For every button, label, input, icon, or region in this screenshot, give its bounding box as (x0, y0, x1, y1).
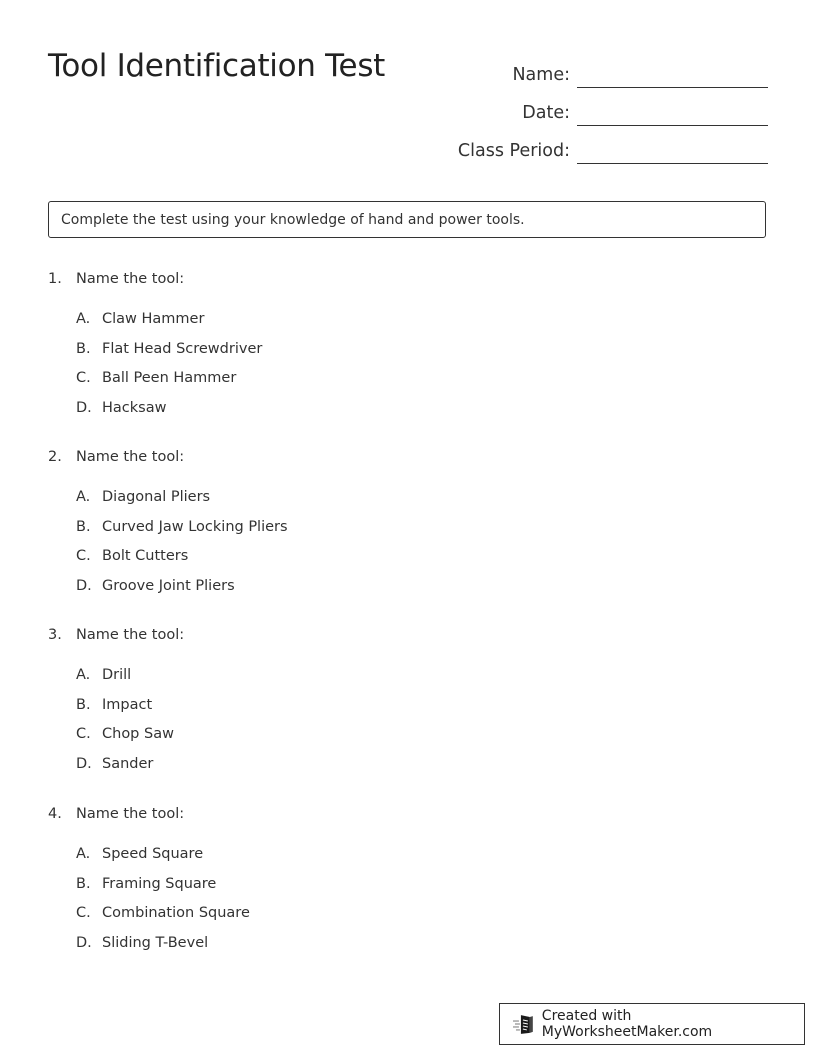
choice-text: Flat Head Screwdriver (102, 340, 263, 357)
choice-text: Speed Square (102, 846, 204, 862)
choice-d[interactable] (76, 754, 448, 784)
choice-letter: C. (76, 726, 91, 742)
name-field-row (458, 50, 768, 88)
choice-c[interactable] (76, 903, 448, 933)
question-text: Name the tool: (76, 271, 185, 287)
class-period-field-row (458, 126, 768, 164)
choice-list (48, 844, 448, 962)
date-field[interactable] (577, 101, 768, 126)
choice-text: Bolt Cutters (102, 548, 189, 564)
choice-text: Drill (102, 667, 132, 683)
choice-letter: C. (76, 370, 91, 386)
question-3 (48, 625, 448, 783)
created-with-badge[interactable] (499, 1003, 805, 1045)
question-number: 3. (48, 627, 62, 643)
choice-letter: A. (76, 667, 91, 683)
instructions-box: Complete the test using your knowledge of hand and power tools. (48, 201, 766, 238)
question-stem (48, 625, 448, 645)
question-1 (48, 269, 448, 427)
choice-d[interactable] (76, 933, 448, 963)
choice-letter: A. (76, 489, 91, 505)
name-field[interactable] (577, 63, 768, 88)
question-text: Name the tool: (76, 627, 185, 643)
choice-text: Diagonal Pliers (102, 489, 211, 505)
footer-text: Created with MyWorksheetMaker.com (541, 1008, 713, 1040)
choice-a[interactable] (76, 665, 448, 695)
student-info-fields (458, 50, 768, 164)
choice-text: Sander (102, 755, 154, 772)
choice-letter: B. (76, 518, 91, 535)
choice-a[interactable] (76, 844, 448, 874)
choice-d[interactable] (76, 398, 448, 428)
choice-b[interactable] (76, 695, 448, 725)
class-period-label: Class Period: (457, 141, 570, 161)
choice-d[interactable] (76, 576, 448, 606)
date-label: Date: (522, 103, 570, 123)
choice-letter: D. (76, 755, 92, 772)
choice-a[interactable] (76, 309, 448, 339)
choice-b[interactable] (76, 517, 448, 547)
choice-text: Curved Jaw Locking Pliers (102, 518, 288, 535)
question-text: Name the tool: (76, 806, 185, 822)
choice-c[interactable] (76, 368, 448, 398)
choice-a[interactable] (76, 487, 448, 517)
choice-letter: A. (76, 311, 91, 327)
choice-text: Claw Hammer (102, 311, 205, 327)
question-number: 4. (48, 806, 62, 822)
choice-text: Hacksaw (102, 399, 167, 416)
choice-c[interactable] (76, 724, 448, 754)
choice-b[interactable] (76, 874, 448, 904)
choice-list (48, 309, 448, 427)
choice-letter: C. (76, 905, 91, 921)
class-period-field[interactable] (577, 139, 768, 164)
choice-letter: D. (76, 399, 92, 416)
choice-letter: B. (76, 696, 91, 713)
choice-letter: D. (76, 934, 92, 951)
choice-letter: C. (76, 548, 91, 564)
page-title: Tool Identification Test (48, 48, 386, 84)
question-4 (48, 804, 448, 962)
worksheet-logo-icon (512, 1013, 536, 1035)
choice-list (48, 665, 448, 783)
question-text: Name the tool: (76, 449, 185, 465)
choice-text: Sliding T-Bevel (102, 934, 209, 951)
date-field-row (458, 88, 768, 126)
question-2 (48, 447, 448, 605)
question-stem (48, 447, 448, 467)
name-label: Name: (512, 65, 570, 85)
choice-letter: A. (76, 846, 91, 862)
choice-text: Chop Saw (102, 726, 174, 742)
choice-text: Combination Square (102, 905, 250, 921)
question-number: 2. (48, 449, 62, 465)
choice-text: Framing Square (102, 875, 217, 892)
question-stem (48, 804, 448, 824)
choice-text: Groove Joint Pliers (102, 577, 235, 594)
choice-letter: D. (76, 577, 92, 594)
choice-letter: B. (76, 340, 91, 357)
question-stem (48, 269, 448, 289)
choice-text: Ball Peen Hammer (102, 370, 237, 386)
choice-list (48, 487, 448, 605)
choice-text: Impact (102, 696, 153, 713)
choice-b[interactable] (76, 339, 448, 369)
question-number: 1. (48, 271, 62, 287)
choice-letter: B. (76, 875, 91, 892)
choice-c[interactable] (76, 546, 448, 576)
